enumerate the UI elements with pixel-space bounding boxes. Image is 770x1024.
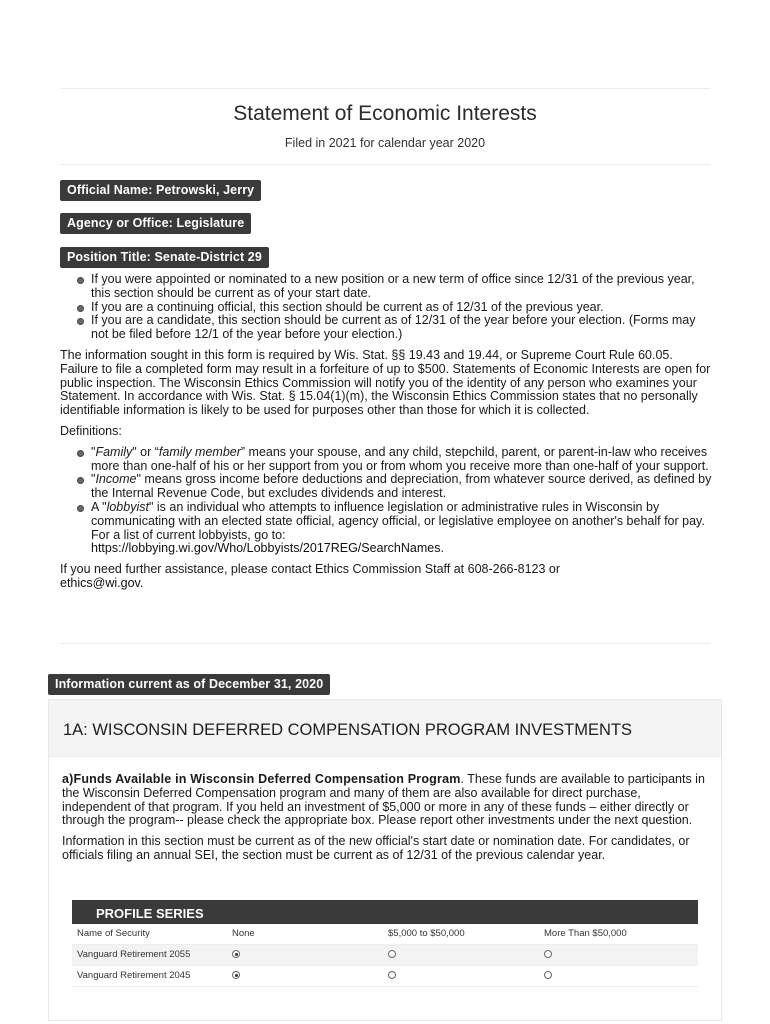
section-rule	[60, 643, 710, 644]
col-header-none: None	[232, 928, 255, 939]
col-header-over-50k: More Than $50,000	[544, 928, 627, 939]
term-family-member: family member	[158, 444, 241, 459]
table-header-row	[72, 924, 698, 945]
definitions-list	[60, 446, 712, 556]
radio-over-50k[interactable]	[544, 950, 552, 958]
col-header-5k-50k: $5,000 to $50,000	[388, 928, 465, 939]
official-name-tag: Official Name: Petrowski, Jerry	[60, 180, 261, 201]
info-paragraph: The information sought in this form is required by Wis. Stat. §§ 19.43 and 19.44, or Supreme Court Rule 60.05. Failure to file a completed form may result in a forfeiture of up to $500. Statements of Economic Interests are open for public inspection. The Wisconsin Ethics Commission will notify you of the identity of any person who examines your Statement. In accordance with Wis. Stat. § 15.04(1)(m), the Wisconsin Ethics Commission states that no personally identifiable information is likely to be used for purposes other than those for which it is collected.	[60, 347, 711, 418]
lobbyist-list-link[interactable]: https://lobbying.wi.gov/Who/Lobbyists/2017REG/SearchNames	[91, 541, 441, 556]
ethics-email-link[interactable]: ethics@wi.gov	[60, 575, 140, 590]
instruction-item: If you are a continuing official, this section should be current as of 12/31 of the previous year.	[91, 301, 712, 315]
section-1a-lead: a)Funds Available in Wisconsin Deferred Compensation Program. These funds are available to participants in the Wisconsin Deferred Compensation program and many of them are also available for direct purchase, independent of that program. If you held an investment of $5,000 or more in any of these funds – either directly or through the program-- please check the appropriate box. Please report other investments under the next question.	[62, 772, 705, 828]
instruction-item: If you are a candidate, this section should be current as of 12/31 of the year before your election. (Forms may not be filed before 12/1 of the year before your election.)	[91, 314, 712, 342]
table-title: PROFILE SERIES	[72, 900, 698, 924]
top-rule	[60, 88, 710, 89]
definition-income: "Income" means gross income before deductions and depreciation, from whatever source derived, as defined by the Internal Revenue Code, but excludes dividends and interest.	[91, 472, 712, 501]
info-current-tag: Information current as of December 31, 2020	[48, 674, 330, 695]
agency-tag: Agency or Office: Legislature	[60, 213, 251, 234]
table-row	[72, 945, 698, 966]
page-title: Statement of Economic Interests	[233, 102, 537, 125]
radio-5k-50k[interactable]	[388, 950, 396, 958]
term-income: Income	[95, 472, 137, 487]
radio-none[interactable]	[232, 971, 240, 979]
table-row	[72, 966, 698, 987]
term-family: Family	[95, 444, 133, 459]
page-subtitle: Filed in 2021 for calendar year 2020	[284, 136, 486, 150]
assistance-paragraph: If you need further assistance, please contact Ethics Commission Staff at 608-266-8123 or ethics@wi.gov.	[60, 562, 561, 590]
section-1a-heading: 1A: WISCONSIN DEFERRED COMPENSATION PROGRAM INVESTMENTS	[49, 700, 721, 757]
position-tag: Position Title: Senate-District 29	[60, 247, 269, 268]
col-header-name: Name of Security	[77, 928, 150, 939]
header-rule	[60, 164, 710, 165]
instructions-list	[60, 273, 712, 342]
section-1a-note: Information in this section must be current as of the new official's start date or nomination date. For candidates, or officials filing an annual SEI, the section must be current as of 12/31 of the previous calendar year.	[62, 834, 690, 862]
term-lobbyist: lobbyist	[106, 499, 149, 514]
radio-none[interactable]	[232, 950, 240, 958]
definition-lobbyist: A "lobbyist" is an individual who attempts to influence legislation or administrative rules in Wisconsin by communicating with an elected state official, agency official, or legislative employee on another's behalf for pay. For a list of current lobbyists, go to: https://lobbying.wi.gov/Who/Lobbyists/2017REG/SearchNames.	[91, 501, 712, 556]
security-name: Vanguard Retirement 2045	[77, 970, 191, 981]
definitions-label: Definitions:	[60, 423, 122, 438]
definition-family: "Family" or “family member” means your spouse, and any child, stepchild, parent, or parent-in-law who receives more than one-half of his or her support from you or from whom you receive more than one-half of your support.	[91, 446, 712, 474]
security-name: Vanguard Retirement 2055	[77, 949, 191, 960]
section-1a-body	[62, 773, 712, 863]
radio-5k-50k[interactable]	[388, 971, 396, 979]
instructions-block	[60, 273, 712, 591]
profile-series-table	[72, 900, 698, 987]
radio-over-50k[interactable]	[544, 971, 552, 979]
section-1a	[48, 699, 722, 1021]
instruction-item: If you were appointed or nominated to a new position or a new term of office since 12/31 of the previous year, this section should be current as of your start date.	[91, 273, 712, 301]
